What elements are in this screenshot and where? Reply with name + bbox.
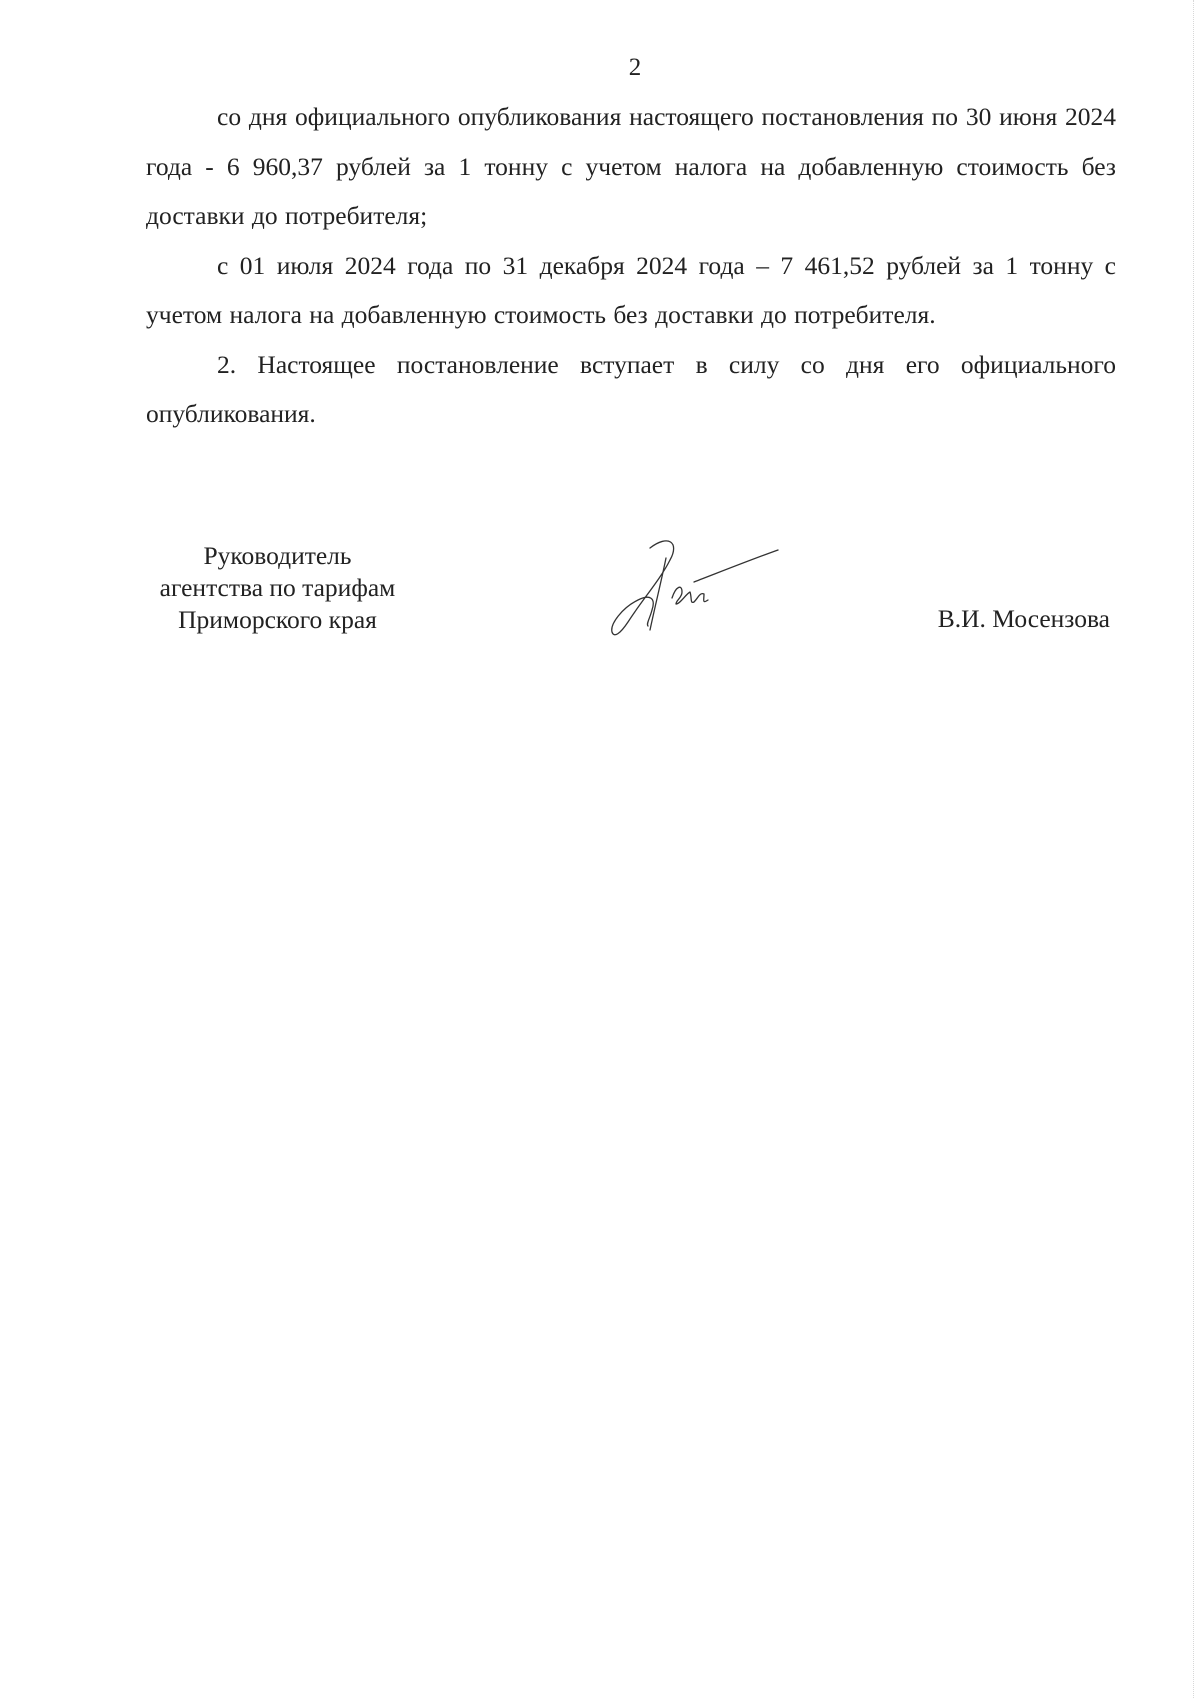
signature-block (140, 540, 1110, 660)
signer-position-line: агентства по тарифам (159, 573, 396, 602)
paragraph-effective-date: 2. Настоящее постановление вступает в силу со дня его официального опубликования. (146, 349, 1116, 428)
document-body (146, 92, 1116, 439)
signer-position-line: Приморского края (178, 605, 377, 634)
paragraph-tariff-second-half: с 01 июля 2024 года по 31 декабря 2024 года – 7 461,52 рублей за 1 тонну с учетом налога на добавленную стоимость без доставки до потребителя. (146, 250, 1116, 329)
signer-name: В.И. Мосензова (937, 604, 1110, 633)
scan-edge-artifact (1192, 0, 1194, 1698)
signer-position (140, 540, 415, 636)
signer-position-line: Руководитель (203, 541, 352, 570)
page-number: 2 (628, 54, 642, 81)
handwritten-signature (590, 528, 790, 648)
paragraph-tariff-first-half: со дня официального опубликования настоящего постановления по 30 июня 2024 года - 6 960,37 рублей за 1 тонну с учетом налога на добавленную стоимость без доставки до потребителя; (146, 102, 1116, 230)
